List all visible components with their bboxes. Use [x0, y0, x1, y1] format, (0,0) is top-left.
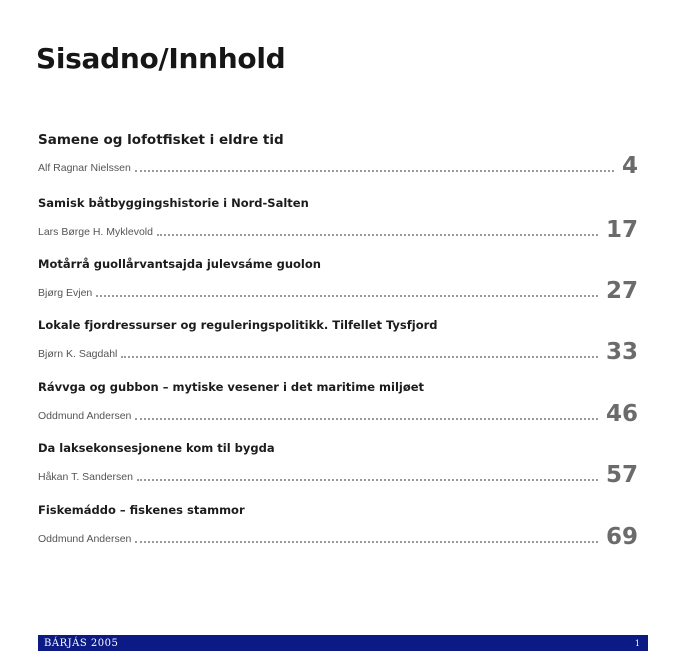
toc-entry-author: Bjørg Evjen [38, 287, 93, 299]
toc-entry[interactable] [38, 132, 638, 182]
dot-leader [135, 540, 598, 543]
toc-entry-author: Bjørn K. Sagdahl [38, 348, 118, 360]
toc-entry-title: Rávvga og gubbon – mytiske vesener i det maritime miljøet [38, 380, 425, 394]
dot-leader [96, 294, 598, 297]
toc-entry[interactable] [38, 196, 638, 246]
toc-entry-page-number: 27 [605, 278, 638, 304]
toc-entry-title: Samisk båtbyggingshistorie i Nord-Salten [38, 196, 309, 210]
toc-entry-row [38, 338, 638, 364]
toc-entry-row [38, 277, 638, 303]
dot-leader [157, 233, 598, 236]
toc-entry[interactable] [38, 318, 638, 368]
toc-entry-page-number: 33 [605, 339, 638, 365]
toc-entry-row [38, 152, 638, 178]
toc-entry-page-number: 4 [621, 153, 638, 179]
toc-entry-row [38, 400, 638, 426]
footer-bar [38, 635, 648, 651]
toc-entry-page-number: 17 [605, 217, 638, 243]
dot-leader [135, 169, 614, 172]
toc-entry-page-number: 46 [605, 401, 638, 427]
toc-entry-author: Lars Børge H. Myklevold [38, 226, 153, 238]
toc-entry-author: Oddmund Andersen [38, 410, 132, 422]
dot-leader [137, 478, 598, 481]
toc-entry-page-number: 69 [605, 524, 638, 550]
footer-page-number: 1 [634, 638, 640, 648]
toc-entry-row [38, 461, 638, 487]
toc-entry[interactable] [38, 257, 638, 307]
toc-entry-author: Håkan T. Sandersen [38, 471, 133, 483]
page-title: Sisadno/Innhold [36, 42, 286, 75]
footer-publication-label: BÁRJÁS 2005 [44, 637, 119, 649]
toc-entry-page-number: 57 [605, 462, 638, 488]
toc-entry[interactable] [38, 380, 638, 430]
toc-entry-title: Lokale fjordressurser og reguleringspolitikk. Tilfellet Tysfjord [38, 318, 438, 332]
toc-entry-row [38, 216, 638, 242]
toc-entry-title: Motårrå guollårvantsajda julevsáme guolon [38, 257, 321, 271]
toc-entry-title: Da laksekonsesjonene kom til bygda [38, 441, 275, 455]
toc-entry-author: Oddmund Andersen [38, 533, 132, 545]
toc-entry-title: Samene og lofotfisket i eldre tid [38, 132, 284, 148]
toc-entry[interactable] [38, 503, 638, 553]
toc-entry[interactable] [38, 441, 638, 491]
toc-entry-row [38, 523, 638, 549]
toc-entry-author: Alf Ragnar Nielssen [38, 162, 131, 174]
dot-leader [135, 417, 598, 420]
dot-leader [121, 355, 598, 358]
toc-entry-title: Fiskemáddo – fiskenes stammor [38, 503, 245, 517]
